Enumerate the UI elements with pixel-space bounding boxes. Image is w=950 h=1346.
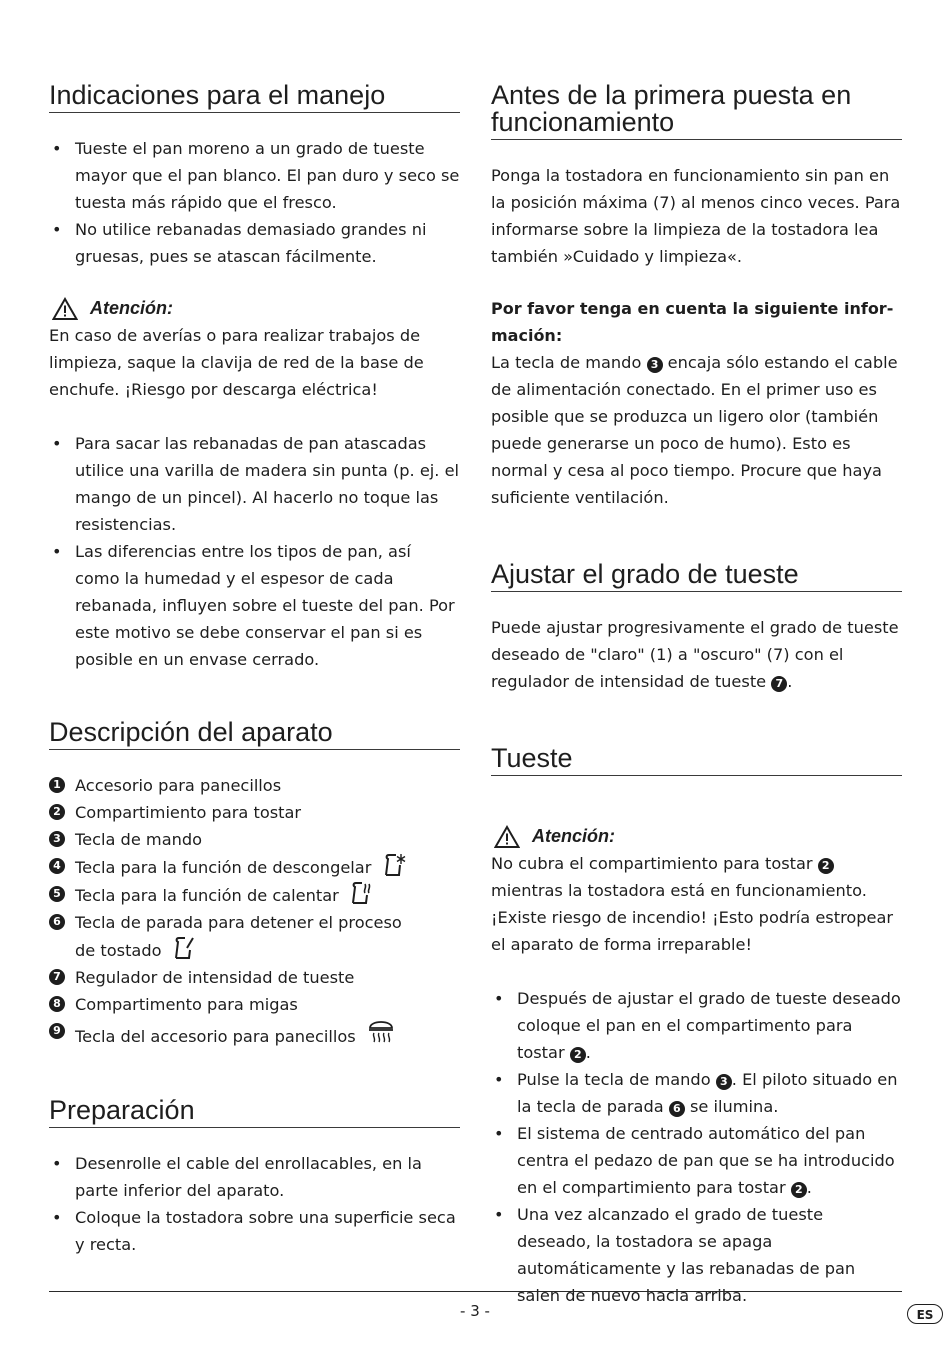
list-item: • Después de ajustar el grado de tueste deseado coloque el pan en el compartimento para tostar 2 . xyxy=(494,989,901,1062)
list-item: • Pulse la tecla de mando 3 . El piloto situado en la tecla de parada 6 se ilumina. xyxy=(494,1070,898,1116)
toast-list xyxy=(491,985,902,1309)
number-badge: 3 xyxy=(716,1074,732,1090)
stop-icon xyxy=(173,936,197,960)
defrost-icon xyxy=(383,853,407,877)
section-title-prep: Preparación xyxy=(49,1097,460,1128)
section-title-handling: Indicaciones para el manejo xyxy=(49,82,460,113)
adjust-text: Puede ajustar progresivamente el grado de tueste deseado de "claro" (1) a "oscuro" (7) con el regulador de intensidad de tueste 7 . xyxy=(491,618,899,691)
first-use-text: Ponga la tostadora en funcionamiento sin pan en la posición máxima (7) al menos cinco veces. Para informarse sobre la limpieza de la tostadora lea también »Cuidado y limpieza«. xyxy=(491,166,901,266)
warning-heading xyxy=(49,295,460,322)
part-item-9: 9 Tecla del accesorio para panecillos xyxy=(49,1018,460,1050)
part-item-7: 7 Regulador de intensidad de tueste xyxy=(49,964,460,991)
section-title-device: Descripción del aparato xyxy=(49,719,460,750)
number-badge: 2 xyxy=(818,858,834,874)
section-title-first-use: Antes de la primera puesta en funcionamiento xyxy=(491,82,902,140)
number-badge: 2 xyxy=(570,1047,586,1063)
part-item-2: 2 Compartimiento para tostar xyxy=(49,799,460,826)
section-title-toast: Tueste xyxy=(491,745,902,776)
warning-label: Atención: xyxy=(532,826,615,846)
section-title-adjust: Ajustar el grado de tueste xyxy=(491,561,902,592)
warning-icon xyxy=(494,825,520,849)
list-item: • Las diferencias entre los tipos de pan, así como la humedad y el espesor de cada rebanada, influyen sobre el tueste del pan. Por este motivo se debe conservar el pan si es posible en un envase cerrado. xyxy=(52,542,455,669)
list-item: • No utilice rebanadas demasiado grandes ni gruesas, pues se atascan fácilmente. xyxy=(52,220,427,266)
number-badge: 7 xyxy=(771,676,787,692)
part-item-1: 1 Accesorio para panecillos xyxy=(49,772,460,799)
part-item-6: 6 Tecla de parada para detener el proceso de tostado xyxy=(49,909,460,964)
list-item: • Desenrolle el cable del enrollacables, en la parte inferior del aparato. xyxy=(52,1154,422,1200)
footer-divider xyxy=(49,1291,902,1292)
warning-text: En caso de averías o para realizar trabajos de limpieza, saque la clavija de red de la base de enchufe. ¡Riesgo por descarga eléctrica! xyxy=(49,326,424,399)
parts-list xyxy=(49,772,460,1050)
part-item-5: 5 Tecla para la función de calentar xyxy=(49,881,460,909)
number-badge: 3 xyxy=(647,357,663,373)
note-label: Por favor tenga en cuenta la siguiente infor-mación: xyxy=(491,299,894,345)
list-item: • Una vez alcanzado el grado de tueste deseado, la tostadora se apaga automáticamente y las rebanadas de pan salen de nuevo hacia arriba. xyxy=(494,1205,856,1305)
language-badge: ES xyxy=(907,1304,943,1324)
bun-warmer-icon xyxy=(367,1018,395,1046)
toast-warning-text: No cubra el compartimiento para tostar 2 mientras la tostadora está en funcionamiento. ¡Existe riesgo de incendio! ¡Esto podría estropear el aparato de forma irreparable! xyxy=(491,854,894,954)
right-column xyxy=(491,82,902,1309)
number-badge: 6 xyxy=(669,1101,685,1117)
note-text: La tecla de mando 3 encaja sólo estando el cable de alimentación conectado. En el primer uso es posible que se produzca un ligero olor (también puede generarse un poco de humo). Esto es normal y cesa al poco tiempo. Procure que haya suficiente ventilación. xyxy=(491,353,898,507)
part-item-4: 4 Tecla para la función de descongelar xyxy=(49,853,460,881)
left-column xyxy=(49,82,460,1258)
list-item: • Coloque la tostadora sobre una superficie seca y recta. xyxy=(52,1208,456,1254)
warning-icon xyxy=(52,297,78,321)
warning-heading xyxy=(491,823,902,850)
page-number: - 3 - xyxy=(460,1302,490,1320)
warning-label: Atención: xyxy=(90,298,173,318)
list-item: • Para sacar las rebanadas de pan atascadas utilice una varilla de madera sin punta (p. ej. el mango de un pincel). Al hacerlo no toque las resistencias. xyxy=(52,434,460,534)
reheat-icon xyxy=(350,881,374,905)
prep-list xyxy=(49,1150,460,1258)
handling-list-2 xyxy=(49,430,460,673)
list-item: • El sistema de centrado automático del pan centra el pedazo de pan que se ha introducido en el compartimiento para tostar 2 . xyxy=(494,1124,895,1197)
part-item-3: 3 Tecla de mando xyxy=(49,826,460,853)
handling-list xyxy=(49,135,460,270)
number-badge: 2 xyxy=(791,1182,807,1198)
part-item-8: 8 Compartimento para migas xyxy=(49,991,460,1018)
list-item: • Tueste el pan moreno a un grado de tueste mayor que el pan blanco. El pan duro y seco se tuesta más rápido que el fresco. xyxy=(52,139,460,212)
